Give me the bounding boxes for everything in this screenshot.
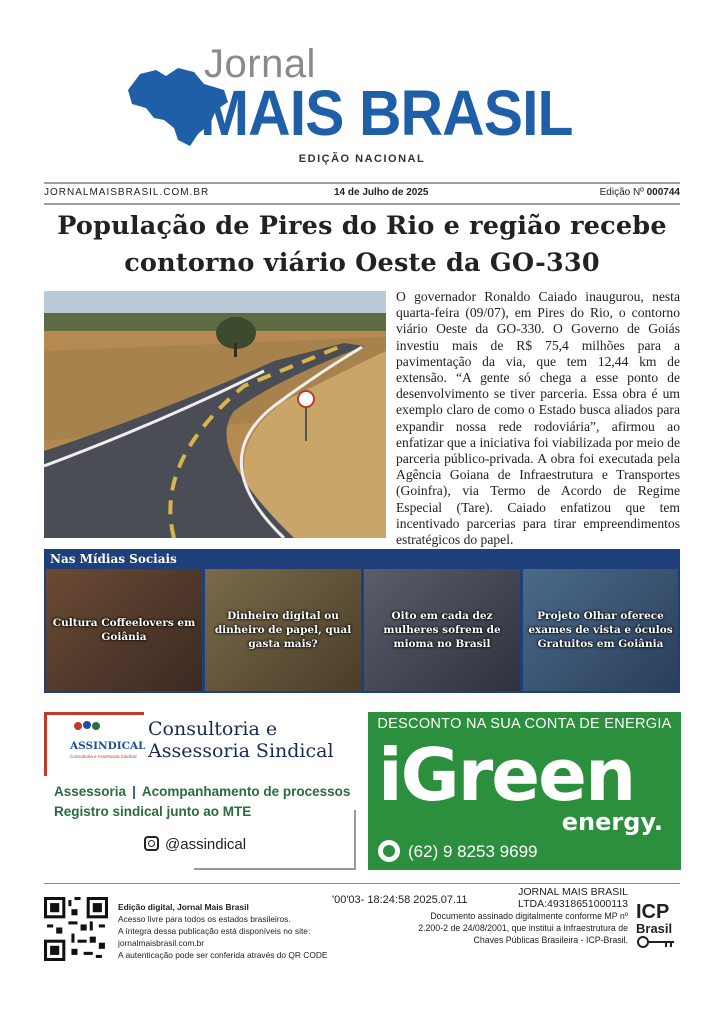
logo-text: ASSINDICAL [70,740,146,752]
service-separator: | [132,784,136,799]
signature-line: Documento assinado digitalmente conforme MP nº [430,911,628,921]
footer-line: A autenticação pode ser conferida através do QR CODE [118,950,328,960]
ad-border-line [194,868,356,870]
masthead-jornal: Jornal [204,42,316,86]
footer-site-link[interactable]: jornalmaisbrasil.com.br [118,938,205,948]
service-processos: Acompanhamento de processos [141,784,351,799]
masthead [0,36,724,176]
footer-line: A íntegra dessa publicação está disponíveis no site: [118,926,311,936]
service-registro: Registro sindical junto ao MTE [54,804,252,819]
brasil-text: Brasil [636,921,673,936]
qr-code-icon[interactable] [44,897,108,961]
edition-number [600,187,680,198]
footer-title: Edição digital, Jornal Mais Brasil [118,902,249,912]
whatsapp-contact[interactable] [378,840,538,862]
info-bar [44,187,680,201]
social-tile[interactable] [523,569,678,691]
article-headline [36,208,688,282]
signature-company: JORNAL MAIS BRASIL [518,886,628,898]
footer-rule [44,883,680,884]
issue-date: 14 de Julho de 2025 [334,187,429,198]
key-icon [636,935,676,949]
assindical-ad[interactable] [44,712,356,870]
icp-text: ICP [636,901,670,923]
phone-number: (62) 9 8253 9699 [408,842,538,861]
people-icon [72,720,102,740]
masthead-brand: MAIS BRASIL [200,77,573,149]
whatsapp-icon [378,840,400,862]
article-photo [44,291,386,538]
instagram-handle[interactable] [144,836,246,853]
ad-corner-decoration [354,810,356,870]
igreen-energy: energy. [561,808,663,836]
social-tile-text: Cultura Coffeelovers em Goiânia [52,617,196,643]
article-body: O governador Ronaldo Caiado inaugurou, nesta quarta-feira (09/07), em Pires do Rio, o contorno viário Oeste da GO-330. O Governo de Goiás investiu mais de R$ 75,4 milhões para a pavimentação da via, que tem 12,44 km de extensão. “A gente só chega a esse ponto de desenvolvimento se tiver parceria. Essa obra é um exemplo claro de como o Estado busca aliados para expandir nossa rede rodoviária”, afirmou ao enfatizar que a iniciativa foi viabilizada por meio de parceria público-privada. A obra foi executada pela Agência Goiana de Infraestrutura e Transportes (Goinfra), via Termo de Acordo de Regime Especial (Tare). Caiado enfatizou que tem incentivado parcerias para tirar empreendimentos estratégicos do papel. [396,289,680,548]
instagram-text: @assindical [165,836,247,853]
ad-title-line-1: Consultoria e [148,718,278,740]
assindical-logo [52,718,144,778]
road-photo-illustration [44,291,386,538]
edition-label: EDIÇÃO NACIONAL [298,153,426,165]
footer-info [118,901,328,961]
social-tile-text: Projeto Olhar oferece exames de vista e óculos Gratuitos em Goiânia [528,610,673,650]
signature-line: 2.200-2 de 24/08/2001, que institui a Infraestrutura de [418,923,628,933]
ad-title [148,718,334,762]
bottom-rule [44,203,680,205]
edition-prefix: Edição Nº [599,187,644,198]
social-tile[interactable] [205,569,361,691]
social-tile-text: Dinheiro digital ou dinheiro de papel, qual gasta mais? [214,610,352,650]
footer-line: Acesso livre para todos os estados brasileiros. [118,914,291,924]
edition-value: 000744 [646,187,680,198]
igreen-ad[interactable] [368,712,681,870]
social-tile[interactable] [364,569,520,691]
social-title: Nas Mídias Sociais [50,552,177,566]
service-assessoria: Assessoria [54,784,127,799]
ad-title-line-2: Assessoria Sindical [148,740,334,762]
ad-services [54,782,350,822]
igreen-banner: DESCONTO NA SUA CONTA DE ENERGIA [377,716,672,732]
igreen-logo: iGreen [378,733,635,817]
signature-line: Chaves Públicas Brasileira - ICP-Brasil. [473,935,628,945]
signature-cnpj: LTDA:49318651000113 [518,898,628,910]
icp-brasil-logo [636,902,680,962]
headline-line-2: contorno viário Oeste da GO-330 [124,248,600,278]
social-tile-text: Oito em cada dez mulheres sofrem de mioma no Brasil [383,610,501,650]
signature-timestamp: '00'03- 18:24:58 2025.07.11 [332,894,468,906]
top-rule [44,182,680,184]
social-media-section [44,549,680,693]
social-tile[interactable] [46,569,202,691]
digital-signature [418,886,628,946]
instagram-icon [144,836,159,851]
headline-line-1: População de Pires do Rio e região recebe [57,211,667,241]
site-link[interactable]: JORNALMAISBRASIL.COM.BR [44,187,210,198]
logo-subtext: Consultoria e Assessoria Sindical [70,754,137,759]
